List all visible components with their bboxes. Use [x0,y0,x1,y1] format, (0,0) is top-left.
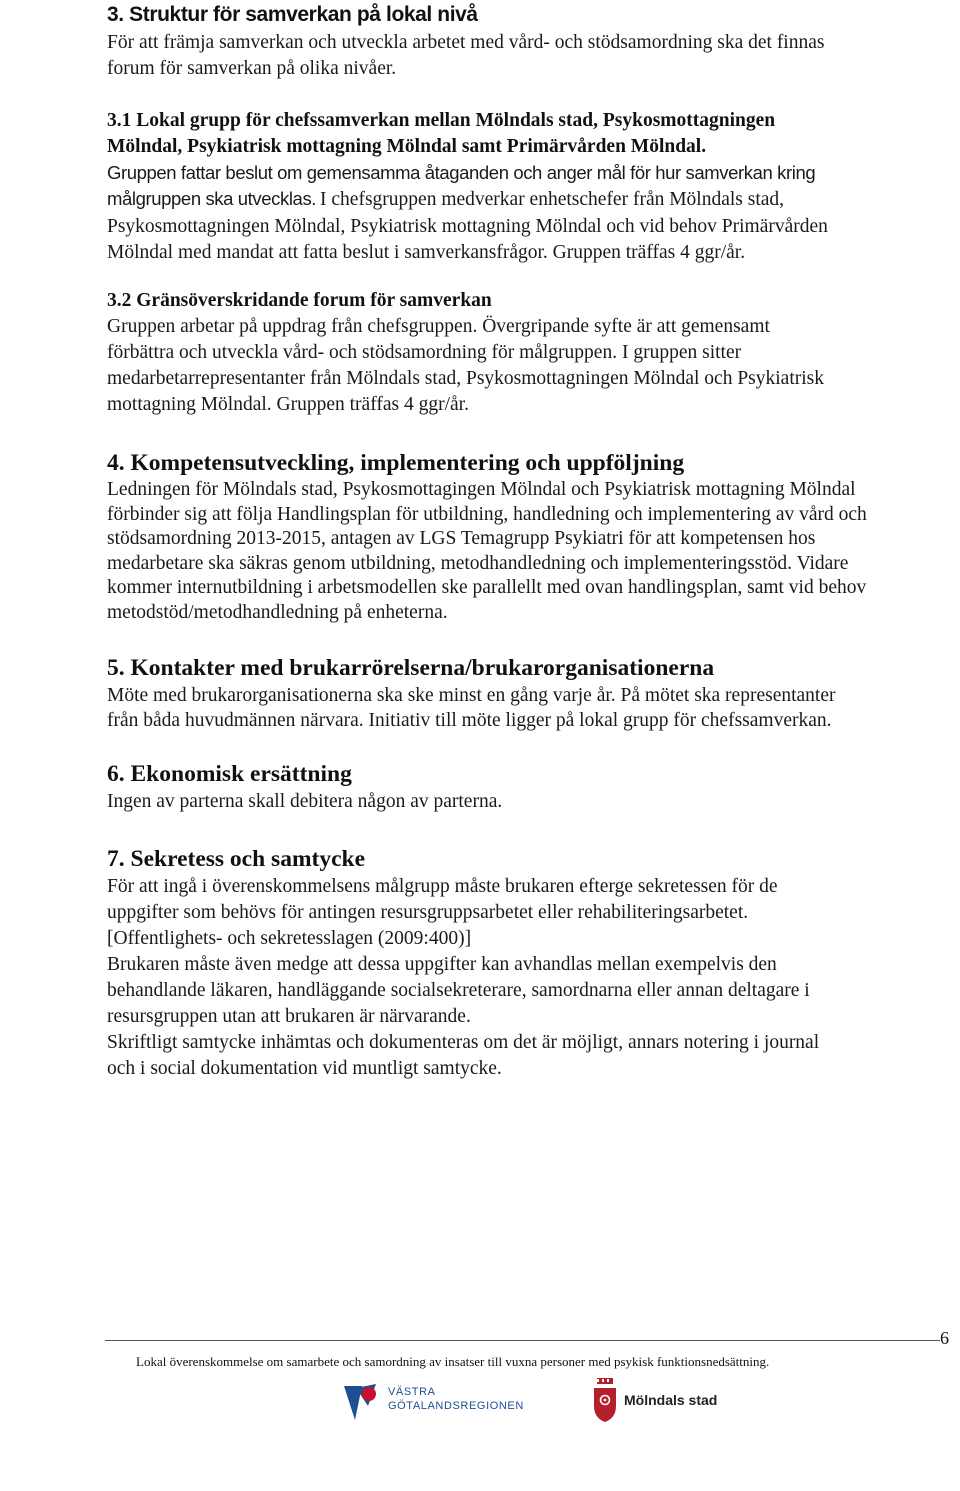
text-line: Ingen av parterna skall debitera någon av parterna. [107,791,503,812]
text-line: Ledningen för Mölndals stad, Psykosmottagingen Mölndal och Psykiatrisk mottagning Mölndal [107,479,856,500]
heading-line: 3.1 Lokal grupp för chefssamverkan mellan Mölndals stad, Psykosmottagningen [107,110,776,131]
mixed-line [107,186,828,214]
section-7-body [107,874,819,1082]
text-line: behandlande läkaren, handläggande socialsekreterare, samordnarna eller annan deltagare i [107,980,810,1001]
text-line: För att ingå i överenskommelsens målgrupp måste brukaren efterge sekretessen för de [107,876,778,897]
text-line: från båda huvudmännen närvara. Initiativ till möte ligger på lokal grupp för chefssamverkan. [107,709,832,731]
section-5-heading: 5. Kontakter med brukarrörelserna/brukarorganisationerna [107,655,715,681]
text-line: förbinder sig att följa Handlingsplan för utbildning, handledning och implementering av vård och [107,503,867,525]
section-7-heading: 7. Sekretess och samtycke [107,846,366,872]
section-3-heading: 3. Struktur för samverkan på lokal nivå [107,3,478,26]
text-line: uppgifter som behövs för antingen resursgruppsarbetet eller rehabiliteringsarbetet. [107,902,749,923]
text-line: Skriftligt samtycke inhämtas och dokumenteras om det är möjligt, annars notering i journal [107,1032,820,1053]
vgr-logo-line1: VÄSTRA [388,1386,436,1398]
text-line: kommer internutbildning i arbetsmodellen ske parallellt med ovan handlingsplan, samt vid behov [107,577,867,598]
text-line: medarbetarrepresentanter från Mölndals stad, Psykosmottagningen Mölndal och Psykiatrisk [107,368,825,389]
footer-text: Lokal överenskommelse om samarbete och samordning av insatser till vuxna personer med psykisk funktionsnedsättning. [136,1354,770,1369]
section-5-body [107,684,836,733]
text-line: och i social dokumentation vid muntligt samtycke. [107,1058,502,1079]
text-line: [Offentlighets- och sekretesslagen (2009:400)] [107,928,472,949]
section-3-2-body [107,314,824,418]
text-line: Psykosmottagningen Mölndal, Psykiatrisk mottagning Mölndal och vid behov Primärvården [107,216,828,237]
text-line: För att främja samverkan och utveckla arbetet med vård- och stödsamordning ska det finnas [107,32,825,53]
molndal-crest-icon [592,1378,618,1422]
section-6-heading: 6. Ekonomisk ersättning [107,761,352,787]
text-line: Mölndal med mandat att fatta beslut i samverkansfrågor. Gruppen träffas 4 ggr/år. [107,242,746,263]
section-3-2-heading: 3.2 Gränsöverskridande forum för samverkan [107,290,492,311]
text-line: mottagning Mölndal. Gruppen träffas 4 ggr/år. [107,394,469,415]
molndal-logo [592,1378,742,1424]
heading-line: Mölndal, Psykiatrisk mottagning Mölndal samt Primärvården Mölndal. [107,136,707,157]
section-4-heading: 4. Kompetensutveckling, implementering och uppföljning [107,450,685,476]
text-fragment: målgruppen ska utvecklas. [107,188,317,209]
footer-divider [105,1340,940,1341]
text-line: Möte med brukarorganisationerna ska ske minst en gång varje år. På mötet ska representanter [107,685,836,706]
vgr-logo-line2: GÖTALANDSREGIONEN [388,1400,524,1412]
page-number: 6 [940,1328,949,1348]
section-3-1-body [107,160,828,266]
vgr-emblem-icon [342,1380,386,1424]
vgr-logo [342,1380,542,1424]
text-line: medarbetare ska säkras genom utbildning, metodhandledning och implementeringsstöd. Vidare [107,552,849,574]
text-line: Gruppen arbetar på uppdrag från chefsgruppen. Övergripande syfte är att gemensamt [107,316,770,337]
text-line: resursgruppen utan att brukaren är närvarande. [107,1006,471,1027]
text-line: Gruppen fattar beslut om gemensamma åtaganden och anger mål för hur samverkan kring [107,162,816,183]
text-line: Brukaren måste även medge att dessa uppgifter kan avhandlas mellan exempelvis den [107,954,777,975]
section-3-intro [107,30,824,82]
text-line: förbättra och utveckla vård- och stödsamordning för målgruppen. I gruppen sitter [107,342,742,363]
text-line: metodstöd/metodhandledning på enheterna. [107,601,448,623]
text-line: forum för samverkan på olika nivåer. [107,58,397,79]
section-4-body [107,478,867,625]
section-3-1-heading [107,108,775,160]
molndal-logo-text: Mölndals stad [624,1392,718,1408]
text-fragment: I chefsgruppen medverkar enhetschefer från Mölndals stad, [320,189,785,210]
text-line: stödsamordning 2013-2015, antagen av LGS Temagrupp Psykiatri för att kompetensen hos [107,528,816,549]
section-6-body [107,789,502,815]
